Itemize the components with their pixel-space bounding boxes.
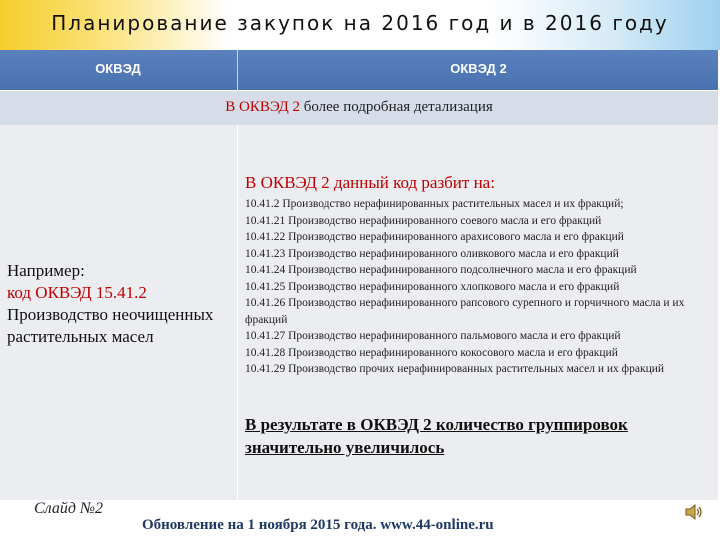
list-item: 10.41.22 Производство нерафинированного арахисового масла и его фракций <box>245 231 624 243</box>
detail-row-highlight: В ОКВЭД 2 <box>225 99 300 115</box>
breakdown-heading: В ОКВЭД 2 данный код разбит на: <box>245 173 495 192</box>
column-header-okved2: ОКВЭД 2 <box>237 50 719 90</box>
example-code: код ОКВЭД 15.41.2 <box>7 283 147 302</box>
example-description: Производство неочищенных растительных масел <box>7 305 214 346</box>
result-statement: В результате в ОКВЭД 2 количество группировок значительно увеличилось <box>245 415 628 457</box>
list-item: 10.41.21 Производство нерафинированного соевого масла и его фракций <box>245 214 602 227</box>
table-header-row <box>0 50 718 90</box>
column-header-okved: ОКВЭД <box>95 61 141 76</box>
okved-cell <box>0 125 236 500</box>
list-item: 10.41.29 Производство прочих нерафинированных растительных масел и их фракций <box>245 363 665 375</box>
list-item: 10.41.27 Производство нерафинированного пальмового масла и его фракций <box>245 330 621 342</box>
detail-row <box>0 90 718 126</box>
okved2-cell <box>237 125 719 500</box>
list-item: 10.41.28 Производство нерафинированного кокосового масла и его фракций <box>245 346 618 359</box>
list-item: 10.41.2 Производство нерафинированных растительных масел и их фракций; <box>245 198 624 210</box>
slide-number: Слайд №2 <box>34 500 104 517</box>
detail-row-text: более подробная детализация <box>299 99 493 115</box>
example-label: Например: <box>7 261 85 280</box>
code-list <box>245 196 715 378</box>
list-item: 10.41.24 Производство нерафинированного подсолнечного масла и его фракций <box>245 264 637 276</box>
content-row <box>0 125 718 500</box>
update-footer: Обновление на 1 ноября 2015 года. www.44-online.ru <box>142 517 494 533</box>
list-item: 10.41.23 Производство нерафинированного оливкового масла и его фракций <box>245 247 619 260</box>
list-item: 10.41.25 Производство нерафинированного хлопкового масла и его фракций <box>245 280 620 293</box>
speaker-icon[interactable] <box>683 501 705 523</box>
example-block <box>7 260 232 348</box>
slide-header <box>0 0 720 50</box>
list-item: 10.41.26 Производство нерафинированного рапсового сурепного и горчичного масла и их фракций <box>245 297 685 326</box>
slide-title: Планирование закупок на 2016 год и в 2016 году <box>51 11 669 35</box>
